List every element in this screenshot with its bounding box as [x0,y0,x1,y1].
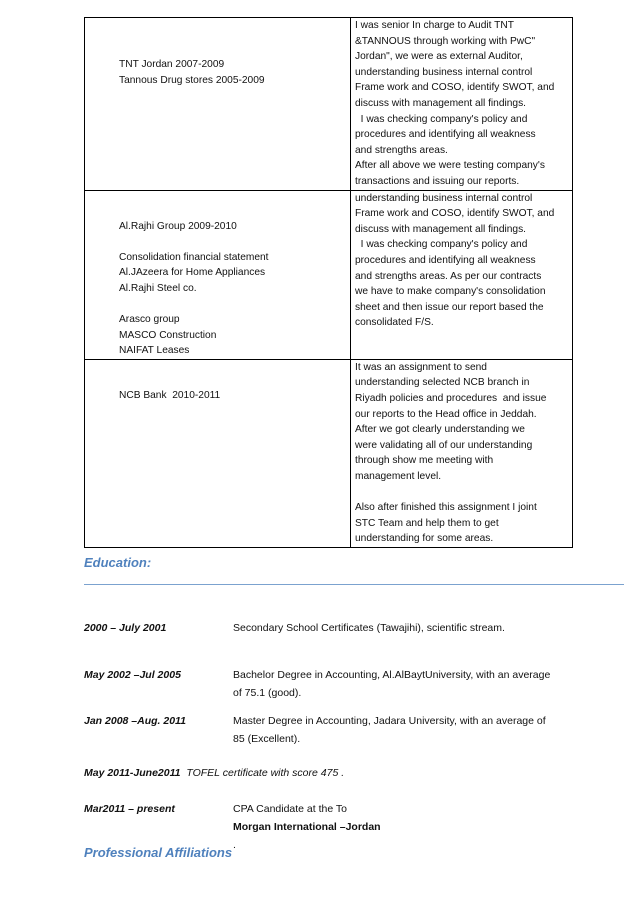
education-date: May 2002 –Jul 2005 [84,669,181,681]
description-line: Riyadh policies and procedures and issue [355,393,547,405]
description-line: STC Team and help them to get [355,517,499,529]
cpa-suffix: . [233,839,236,851]
affiliations-heading: Professional Affiliations [84,845,233,860]
description-line: understanding selected NCB branch in [355,377,530,389]
employer-line: Al.Rajhi Steel co. [119,282,197,294]
employer-line: Al.Rajhi Group 2009-2010 [119,220,237,232]
table-row [85,18,573,191]
blank-line [119,297,350,313]
education-date: Jan 2008 –Aug. 2011 [84,715,186,727]
table-row [85,190,573,359]
description-line: &TANNOUS through working with PwC" [355,35,536,47]
description-cell [351,190,573,359]
education-line: 85 (Excellent). [233,733,301,745]
employer-cell [85,18,351,191]
education-description [233,712,573,748]
description-line: management level. [355,471,442,483]
tofel-line [84,767,344,779]
description-line: Also after finished this assignment I joint [355,502,537,514]
description-line: sheet and then issue our report based the [355,301,544,313]
description-line: discuss with management all findings. [355,97,527,109]
description-line: It was an assignment to send [355,361,487,373]
blank-line [119,234,350,250]
description-line: I was senior In charge to Audit TNT [355,20,514,31]
blank-line [355,485,569,501]
employer-line: NCB Bank 2010-2011 [119,389,221,401]
employer-cell [85,359,351,547]
cpa-prefix: CPA Candidate at the To [233,803,348,815]
description-line: and strengths areas. As per our contracts [355,270,542,282]
description-line: After all above we were testing company's [355,160,545,172]
education-date: Mar2011 – present [84,803,175,815]
description-line: we have to make company's consolidation [355,286,546,298]
description-line: I was checking company's policy and [355,113,528,125]
education-line: Master Degree in Accounting, Jadara University, with an average of [233,715,546,727]
cpa-org: Morgan International –Jordan [233,821,381,833]
tofel-date: May 2011-June2011 [84,767,181,779]
experience-table [84,17,573,548]
description-line: I was checking company's policy and [355,239,528,251]
employer-line: TNT Jordan 2007-2009 [119,59,225,70]
tofel-text: TOFEL certificate with score 475 . [186,767,345,779]
description-line: were validating all of our understanding [355,439,533,451]
description-line: understanding business internal control [355,66,533,78]
employer-line: NAIFAT Leases [119,345,190,357]
description-line: and strengths areas. [355,144,448,156]
section-divider [84,584,624,585]
description-cell [351,18,573,191]
education-date: 2000 – July 2001 [84,622,167,634]
description-line: Frame work and COSO, identify SWOT, and [355,208,555,220]
cpa-description [233,800,573,854]
employer-cell [85,190,351,359]
description-line: through show me meeting with [355,455,494,467]
employer-line: Arasco group [119,314,180,326]
description-line: understanding for some areas. [355,533,494,545]
description-line: our reports to the Head office in Jeddah. [355,408,537,420]
description-line: transactions and issuing our reports. [355,175,520,187]
description-line: consolidated F/S. [355,317,434,329]
description-cell [351,359,573,547]
description-line: understanding business internal control [355,192,533,204]
description-line: procedures and identifying all weakness [355,129,536,141]
description-line: procedures and identifying all weakness [355,254,536,266]
description-line: Jordan", we were as external Auditor, [355,51,523,63]
employer-line: MASCO Construction [119,329,217,341]
education-line: Secondary School Certificates (Tawajihi), scientific stream. [233,622,505,634]
description-line: After we got clearly understanding we [355,424,525,436]
education-line: of 75.1 (good). [233,687,302,699]
employer-line: Tannous Drug stores 2005-2009 [119,74,265,86]
table-row [85,359,573,547]
employer-line: Consolidation financial statement [119,251,269,263]
education-line: Bachelor Degree in Accounting, Al.AlBaytUniversity, with an average [233,669,551,681]
education-line [233,800,573,854]
employer-line: Al.JAzeera for Home Appliances [119,267,266,279]
education-description [233,666,573,702]
description-line: Frame work and COSO, identify SWOT, and [355,82,555,94]
education-heading: Education: [84,555,152,570]
education-description [233,619,573,637]
description-line: discuss with management all findings. [355,223,527,235]
